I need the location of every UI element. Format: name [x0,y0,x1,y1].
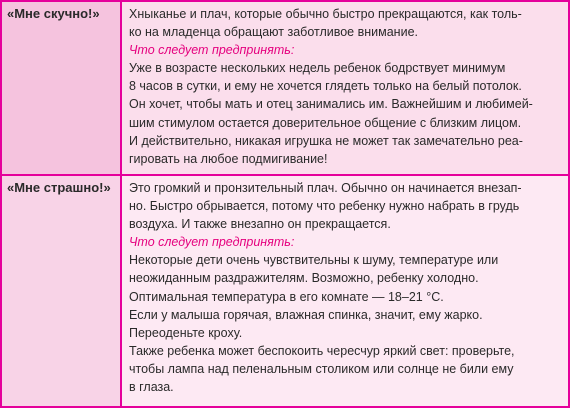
row-text-scared [122,176,568,406]
advice-line: Уже в возрасте нескольких недель ребенок бодрствует минимум [129,61,506,76]
advice-line: Оптимальная температура в его комнате — 18–21 °С. [129,289,444,304]
advice-line: Также ребенка может беспокоить чересчур яркий свет: проверьте, [129,343,515,358]
advice-line: шим стимулом остается доверительное общение с близким лицом. [129,115,522,130]
row-label-text: «Мне страшно!» [7,180,111,195]
advice-line: 8 часов в сутки, и ему не хочется глядеть только на белый потолок. [129,79,522,94]
row-label-bored [2,2,120,174]
advice-line: Переоденьте кроху. [129,325,243,340]
advice-line: Некоторые дети очень чувствительны к шуму, температуре или [129,253,499,268]
advice-subheading: Что следует предпринять: [129,235,295,250]
advice-line: неожиданным раздражителям. Возможно, ребенку холодно. [129,271,479,286]
description-line: Это громкий и пронзительный плач. Обычно он начинается внезап- [129,181,522,195]
row-text-bored [122,2,568,174]
advice-subheading: Что следует предпринять: [129,43,295,58]
row-label-scared [2,176,120,406]
advice-line: чтобы лампа над пеленальным столиком или солнце не били ему [129,361,514,376]
row-label-text: «Мне скучно!» [7,6,100,21]
advice-line: гировать на любое подмигивание! [129,151,328,166]
advice-line: Если у малыша горячая, влажная спинка, значит, ему жарко. [129,307,483,322]
advice-line: Он хочет, чтобы мать и отец занимались им. Важнейшим и любимей- [129,97,533,112]
description-line: но. Быстро обрывается, потому что ребенку нужно набрать в грудь [129,199,520,214]
description-line: ко на младенца обращают заботливое внимание. [129,25,418,40]
description-line: Хныканье и плач, которые обычно быстро прекращаются, как толь- [129,7,522,21]
advice-line: И действительно, никакая игрушка не может так замечательно реа- [129,133,523,148]
description-line: воздуха. И также внезапно он прекращается. [129,217,391,232]
advice-line: в глаза. [129,380,174,395]
